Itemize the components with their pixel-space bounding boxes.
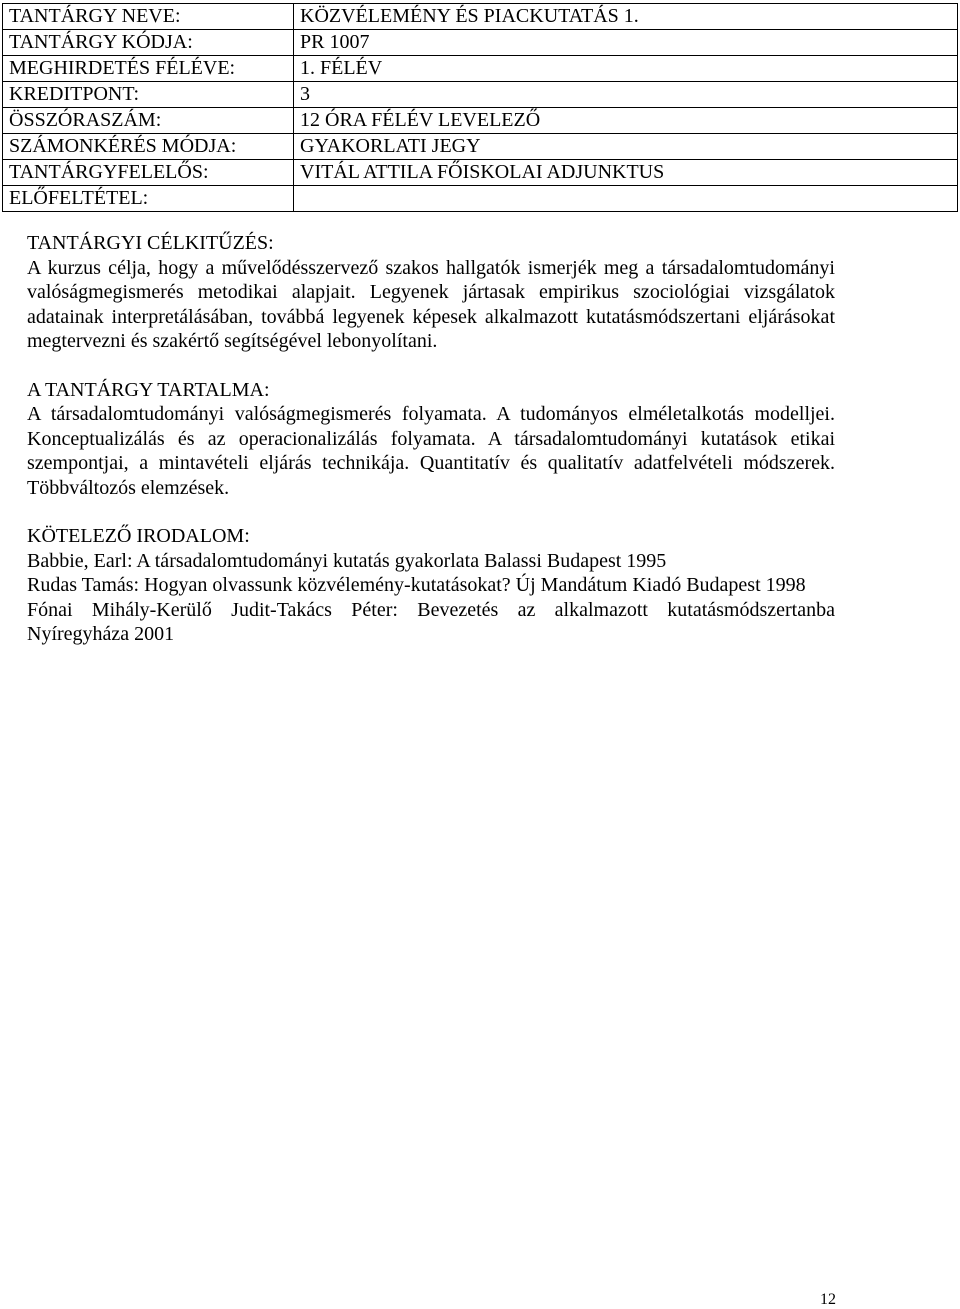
page-number: 12 — [820, 1291, 836, 1308]
prerequisite-label: ELŐFELTÉTEL: — [3, 186, 294, 212]
assessment-label: SZÁMONKÉRÉS MÓDJA: — [3, 134, 294, 160]
literature-item: Fónai Mihály-Kerülő Judit-Takács Péter: Bevezetés az alkalmazott kutatásmódszertanba Nyíregyháza 2001 — [27, 598, 835, 645]
table-row — [3, 30, 958, 56]
responsible-value: VITÁL ATTILA FŐISKOLAI ADJUNKTUS — [294, 160, 958, 186]
objectives-heading: TANTÁRGYI CÉLKITŰZÉS: — [27, 232, 274, 254]
content-heading: A TANTÁRGY TARTALMA: — [27, 378, 270, 401]
table-row — [3, 56, 958, 82]
credit-label: KREDITPONT: — [3, 82, 294, 108]
course-code-value: PR 1007 — [294, 30, 958, 56]
course-name-label: TANTÁRGY NEVE: — [3, 4, 294, 30]
table-row — [3, 108, 958, 134]
table-row — [3, 134, 958, 160]
course-name-value: KÖZVÉLEMÉNY ÉS PIACKUTATÁS 1. — [294, 4, 958, 30]
table-row — [3, 82, 958, 108]
course-description — [27, 231, 835, 647]
table-row — [3, 160, 958, 186]
course-info-table — [2, 3, 958, 212]
total-hours-label: ÖSSZÓRASZÁM: — [3, 108, 294, 134]
table-row — [3, 186, 958, 212]
objectives-text: A kurzus célja, hogy a művelődésszervező szakos hallgatók ismerjék meg a társadalomtudományi valóságmegismerés metodikai alapjait. Legyenek jártasak empirikus szociológiai vizsgálatok adatainak interpretálásában, továbbá legyenek képesek alkalmazott kutatásmódszertani eljárásokat megtervezni és szakértő segítségével lebonyolítani. — [27, 256, 835, 352]
semester-label: MEGHIRDETÉS FÉLÉVE: — [3, 56, 294, 82]
content-text: A társadalomtudományi valóságmegismerés folyamata. A tudományos elméletalkotás modelljei. Konceptualizálás és az operacionalizálás folyamata. A társadalomtudományi kutatások etikai szempontjai, a mintavételi eljárás technikája. Quantitatív és qualitatív adatfelvételi módszerek. Többváltozós elemzések. — [27, 403, 835, 499]
prerequisite-value — [294, 186, 958, 212]
literature-heading: KÖTELEZŐ IRODALOM: — [27, 525, 250, 547]
literature-item: Rudas Tamás: Hogyan olvassunk közvélemény-kutatásokat? Új Mandátum Kiadó Budapest 1998 — [27, 574, 806, 596]
section-spacer — [27, 500, 835, 524]
total-hours-value: 12 ÓRA FÉLÉV LEVELEZŐ — [294, 108, 958, 134]
semester-value: 1. FÉLÉV — [294, 56, 958, 82]
credit-value: 3 — [294, 82, 958, 108]
literature-item: Babbie, Earl: A társadalomtudományi kutatás gyakorlata Balassi Budapest 1995 — [27, 549, 667, 572]
assessment-value: GYAKORLATI JEGY — [294, 134, 958, 160]
course-code-label: TANTÁRGY KÓDJA: — [3, 30, 294, 56]
section-spacer — [27, 354, 835, 378]
responsible-label: TANTÁRGYFELELŐS: — [3, 160, 294, 186]
table-row — [3, 4, 958, 30]
